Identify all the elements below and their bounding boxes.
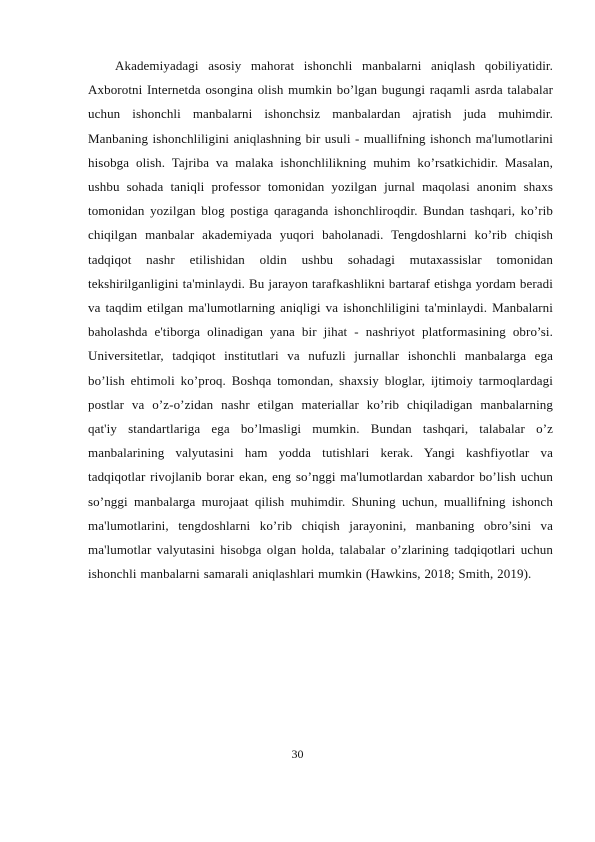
page-number: 30 [291, 747, 304, 761]
body-paragraph: Akademiyadagi asosiy mahorat ishonchli manbalarni aniqlash qobiliyatidir. Axborotni Internetda osongina olish mumkin bo’lgan bugungi raqamli asrda talabalar uchun ishonchli manbalarni ishonchsiz manbalardan ajratish juda muhimdir. Manbaning ishonchliligini aniqlashning bir usuli - muallifning ishonch ma'lumotlarini hisobga olish. Tajriba va malaka ishonchlilikning muhim ko’rsatkichidir. Masalan, ushbu sohada taniqli professor tomonidan yozilgan jurnal maqolasi anonim shaxs tomonidan yozilgan blog postiga qaraganda ishonchliroqdir. Bundan tashqari, ko’rib chiqilgan manbalar akademiyada yuqori baholanadi. Tengdoshlarni ko’rib chiqish tadqiqot nashr etilishidan oldin ushbu sohadagi mutaxassislar tomonidan tekshirilganligini ta'minlaydi. Bu jarayon tarafkashlikni bartaraf etishga yordam beradi va taqdim etilgan ma'lumotlarning aniqligi va ishonchliligini ta'minlaydi. Manbalarni baholashda e'tiborga olinadigan yana bir jihat - nashriyot platformasining obro’si. Universitetlar, tadqiqot institutlari va nufuzli jurnallar ishonchli manbalarga ega bo’lish ehtimoli ko’proq. Boshqa tomondan, shaxsiy bloglar, ijtimoiy tarmoqlardagi postlar va o’z-o’zidan nashr etilgan materiallar ko’rib chiqiladigan manbalarning qat'iy standartlariga ega bo’lmasligi mumkin. Bundan tashqari, talabalar o’z manbalarining valyutasini ham yodda tutishlari kerak. Yangi kashfiyotlar va tadqiqotlar rivojlanib borar ekan, eng so’nggi ma'lumotlardan xabardor bo’lish uchun so’nggi manbalarga murojaat qilish muhimdir. Shuning uchun, muallifning ishonch ma'lumotlarini, tengdoshlarni ko’rib chiqish jarayonini, manbaning obro’sini va ma'lumotlar valyutasini hisobga olgan holda, talabalar o’zlarining tadqiqotlari uchun ishonchli manbalarni samarali aniqlashlari mumkin (Hawkins, 2018; Smith, 2019). [88, 58, 553, 582]
